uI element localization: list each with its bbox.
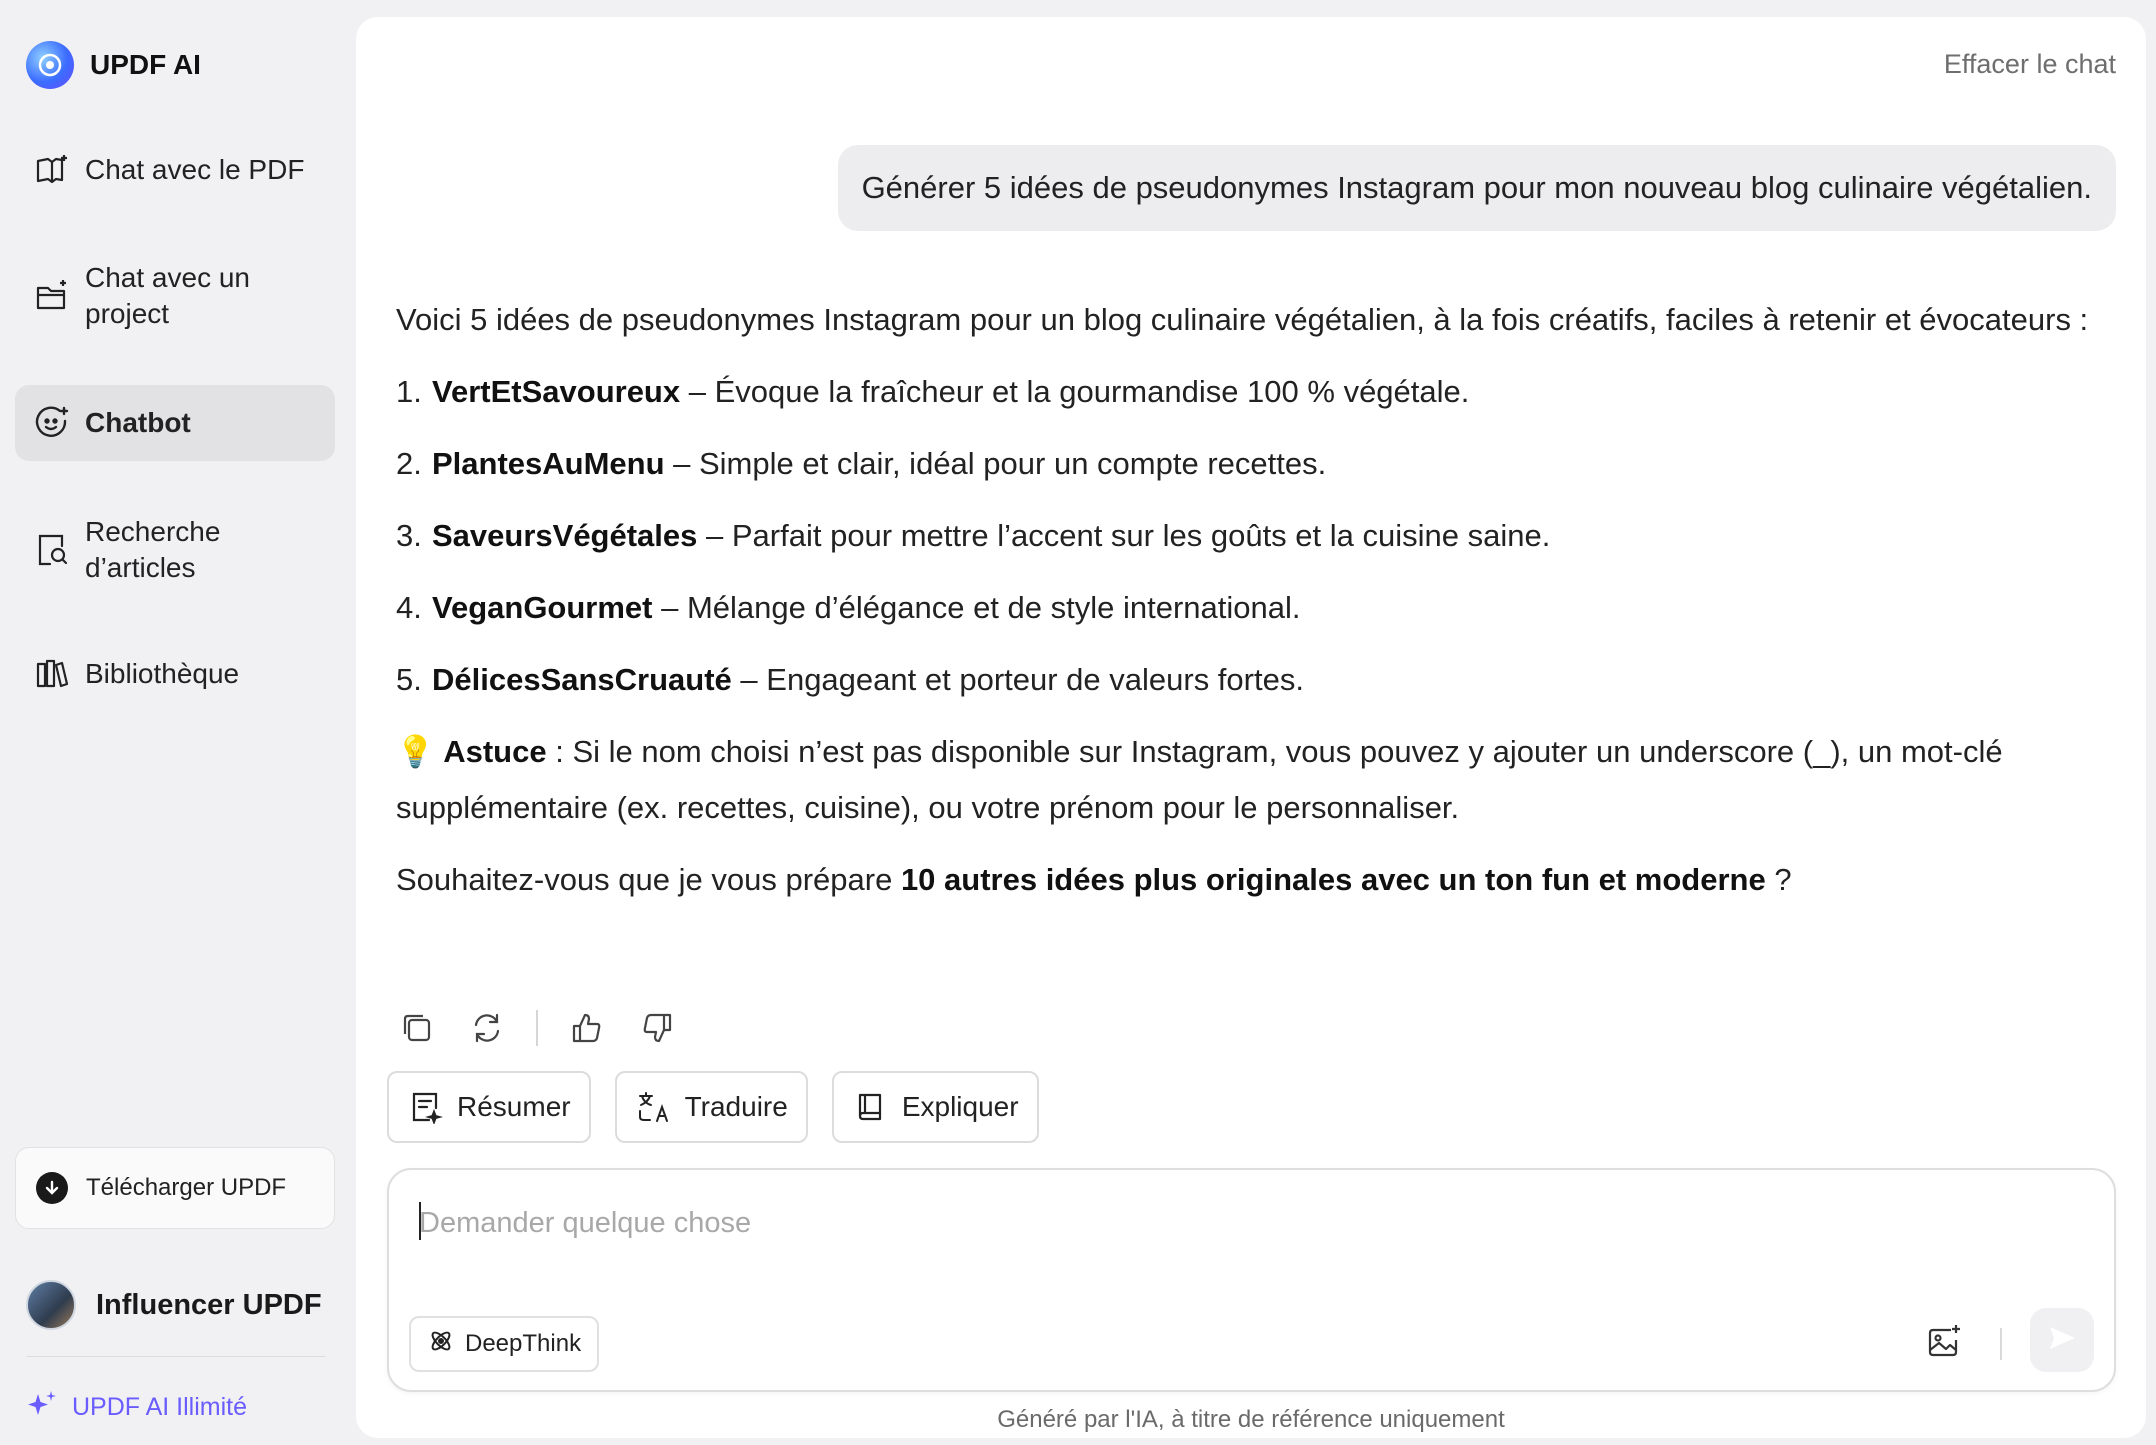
translate-label: Traduire (684, 1091, 788, 1122)
translate-button[interactable] (615, 1071, 808, 1143)
quick-actions (387, 1071, 1039, 1143)
summarize-icon (407, 1088, 445, 1126)
thumbs-up-icon[interactable] (566, 1007, 608, 1049)
chatbot-face-icon (33, 404, 71, 442)
sidebar-item-label: Recherche d’articles (85, 516, 221, 583)
ai-answer (396, 292, 2116, 908)
sidebar-item-label: Chatbot (85, 407, 191, 438)
book-sparkle-icon (33, 151, 71, 189)
regenerate-icon[interactable] (466, 1007, 508, 1049)
lightbulb-icon: 💡 (396, 734, 435, 769)
clear-chat-button[interactable]: Effacer le chat (1943, 49, 2116, 79)
list-item: 4. VeganGourmet – Mélange d’élégance et de style international. (396, 590, 1301, 625)
sidebar-item-chatbot[interactable] (15, 385, 335, 461)
answer-actions (396, 1007, 678, 1049)
document-search-icon (33, 531, 71, 569)
download-updf-button[interactable] (15, 1147, 335, 1229)
action-divider (536, 1010, 538, 1046)
thumbs-down-icon[interactable] (636, 1007, 678, 1049)
text-caret (419, 1202, 421, 1240)
deepthink-label: DeepThink (465, 1330, 582, 1357)
sidebar-item-library[interactable] (15, 644, 335, 704)
ai-disclaimer: Généré par l'IA, à titre de référence uniquement (997, 1406, 1505, 1433)
translate-icon (635, 1088, 673, 1126)
list-item: 2. PlantesAuMenu – Simple et clair, idéal pour un compte recettes. (396, 446, 1327, 481)
send-icon (2046, 1322, 2078, 1359)
sidebar (0, 0, 352, 1445)
summarize-label: Résumer (457, 1091, 571, 1122)
brand-name: UPDF AI (90, 49, 201, 80)
download-label: Télécharger UPDF (86, 1174, 287, 1201)
library-icon (33, 655, 71, 693)
sidebar-item-label: Bibliothèque (85, 658, 240, 689)
sidebar-item-label: Chat avec un project (85, 262, 250, 329)
sidebar-item-article-search[interactable] (15, 510, 335, 590)
chat-input[interactable] (419, 1198, 2019, 1248)
atom-icon (427, 1327, 455, 1362)
user-profile[interactable] (26, 1280, 322, 1330)
send-button[interactable] (2030, 1308, 2094, 1372)
deepthink-toggle[interactable] (409, 1316, 599, 1372)
chat-composer (387, 1168, 2116, 1392)
list-item: 5. DélicesSansCruauté – Engageant et porteur de valeurs fortes. (396, 662, 1304, 697)
chat-panel (356, 17, 2146, 1438)
summarize-button[interactable] (387, 1071, 591, 1143)
explain-label: Expliquer (901, 1091, 1019, 1122)
answer-intro: Voici 5 idées de pseudonymes Instagram pour un blog culinaire végétalien, à la fois créatifs, faciles à retenir et évocateurs : (396, 302, 2089, 337)
sidebar-item-chat-project[interactable] (15, 256, 335, 336)
composer-divider (2000, 1328, 2002, 1360)
answer-closing: Souhaitez-vous que je vous prépare 10 autres idées plus originales avec un ton fun et moderne ? (396, 862, 1792, 897)
sidebar-divider (26, 1356, 326, 1357)
answer-tip: 💡 Astuce : Si le nom choisi n’est pas disponible sur Instagram, vous pouvez y ajouter un underscore (_), un mot-clé supplémentaire (ex. recettes, cuisine), ou votre prénom pour le personnaliser. (396, 734, 2003, 825)
brand[interactable] (26, 40, 201, 90)
avatar (26, 1280, 76, 1330)
image-upload-icon[interactable] (1922, 1320, 1966, 1364)
explain-button[interactable] (832, 1071, 1039, 1143)
user-message-text: Générer 5 idées de pseudonymes Instagram pour mon nouveau blog culinaire végétalien. (861, 170, 2092, 205)
list-item: 1. VertEtSavoureux – Évoque la fraîcheur et la gourmandise 100 % végétale. (396, 374, 1470, 409)
premium-link[interactable] (26, 1388, 247, 1427)
user-name: Influencer UPDF (96, 1288, 322, 1321)
premium-label: UPDF AI Illimité (72, 1393, 248, 1421)
copy-icon[interactable] (396, 1007, 438, 1049)
updf-ai-logo-icon (26, 41, 74, 89)
list-item: 3. SaveursVégétales – Parfait pour mettre l’accent sur les goûts et la cuisine saine. (396, 518, 1551, 553)
user-message-bubble (838, 145, 2116, 231)
sidebar-item-label: Chat avec le PDF (85, 154, 305, 185)
folder-sparkle-icon (33, 277, 71, 315)
download-icon (36, 1172, 68, 1204)
book-icon (852, 1088, 890, 1126)
sidebar-item-chat-pdf[interactable] (15, 140, 335, 200)
sparkle-icon (26, 1388, 58, 1427)
